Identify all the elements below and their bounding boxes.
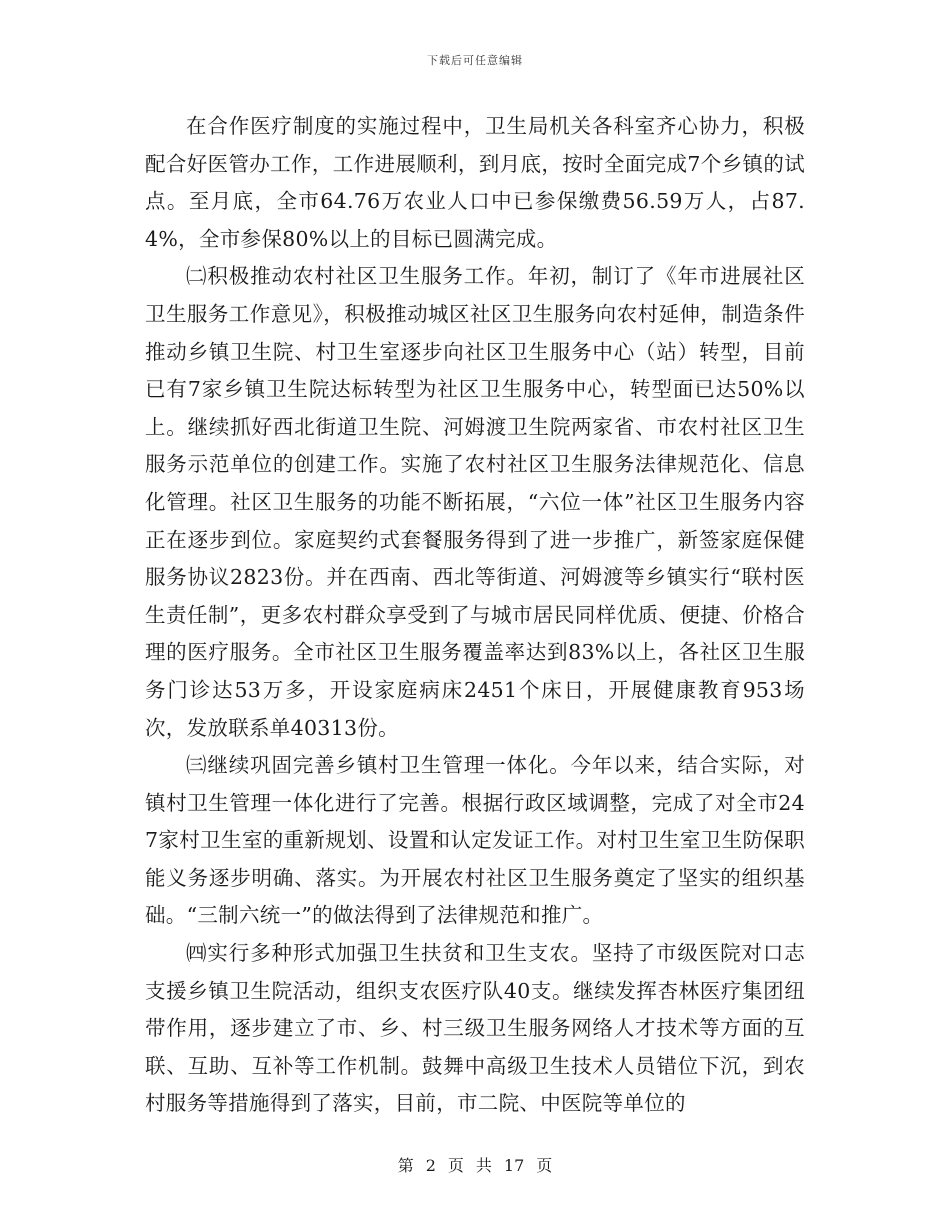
total-prefix: 共 xyxy=(475,1156,492,1175)
paragraph-community-health-service: ㈡积极推动农村社区卫生服务工作。年初，制订了《年市进展社区卫生服务工作意见》，积极推动城区社区卫生服务向农村延伸，制造条件推动乡镇卫生院、村卫生室逐步向社区卫生服务中心（站）转型，目前已有7家乡镇卫生院达标转型为社区卫生服务中心，转型面已达50%以上。继续抓好西北街道卫生院、河姆渡卫生院两家省、市农村社区卫生服务示范单位的创建工作。实施了农村社区卫生服务法律规范化、信息化管理。社区卫生服务的功能不断拓展，“六位一体”社区卫生服务内容正在逐步到位。家庭契约式套餐服务得到了进一步推广，新签家庭保健服务协议2823份。并在西南、西北等街道、河姆渡等乡镇实行“联村医生责任制”，更多农村群众享受到了与城市居民同样优质、便捷、价格合理的医疗服务。全市社区卫生服务覆盖率达到83%以上，各社区卫生服务门诊达53万多，开设家庭病床2451个床日，开展健康教育953场次，发放联系单40313份。 xyxy=(145,264,805,740)
page-unit: 页 xyxy=(447,1156,464,1175)
page-prefix: 第 xyxy=(397,1156,414,1175)
paragraph-township-village-integration: ㈢继续巩固完善乡镇村卫生管理一体化。今年以来，结合实际，对镇村卫生管理一体化进行了完善。根据行政区域调整，完成了对全市247家村卫生室的重新规划、设置和认定发证工作。对村卫生室卫生防保职能义务逐步明确、落实。为开展农村社区卫生服务奠定了坚实的组织基础。“三制六统一”的做法得到了法律规范和推广。 xyxy=(145,753,805,928)
document-body xyxy=(145,108,805,1123)
total-unit: 页 xyxy=(536,1156,553,1175)
page-number: 2 xyxy=(425,1156,436,1175)
header-note: 下载后可任意编辑 xyxy=(427,54,523,67)
page-footer xyxy=(0,1153,950,1176)
paragraph-cooperative-medical: 在合作医疗制度的实施过程中，卫生局机关各科室齐心协力，积极配合好医管办工作，工作进展顺利，到月底，按时全面完成7个乡镇的试点。至月底，全市64.76万农业人口中已参保缴费56.59万人，占87.4%，全市参保80%以上的目标已圆满完成。 xyxy=(145,114,805,251)
paragraph-health-poverty-support: ㈣实行多种形式加强卫生扶贫和卫生支农。坚持了市级医院对口志支援乡镇卫生院活动，组织支农医疗队40支。继续发挥杏林医疗集团纽带作用，逐步建立了市、乡、村三级卫生服务网络人才技术等方面的互联、互助、互补等工作机制。鼓舞中高级卫生技术人员错位下沉，到农村服务等措施得到了落实，目前，市二院、中医院等单位的 xyxy=(145,941,805,1116)
total-pages: 17 xyxy=(503,1156,525,1175)
